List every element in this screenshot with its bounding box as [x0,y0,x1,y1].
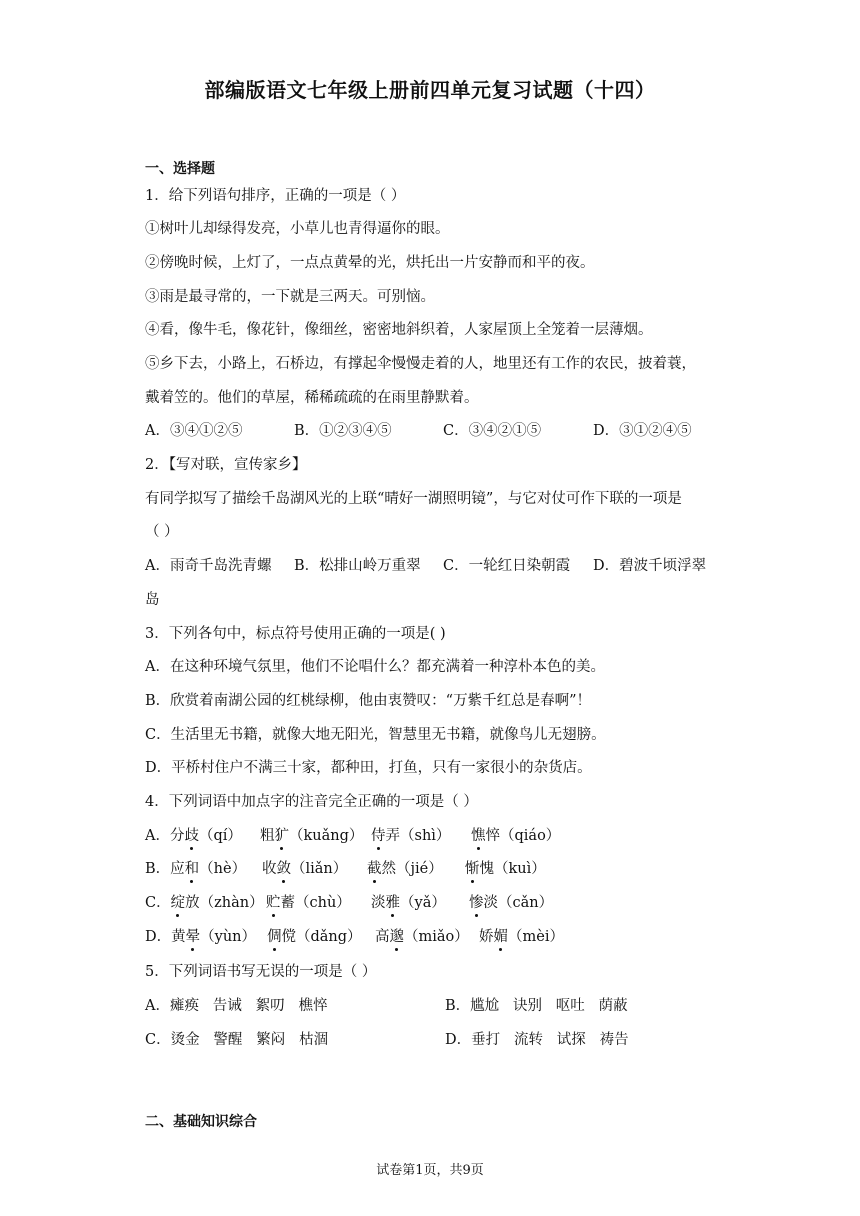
word [145,826,242,846]
question-1-option-d[interactable]: D．③①②④⑤ [593,423,692,439]
word-post: 愧（kuì） [479,861,546,877]
dotted-char: 媚 [493,929,508,945]
word [145,927,256,947]
dotted-char: 犷 [274,828,289,844]
word [367,859,443,879]
word-post: 悴（qiáo） [485,828,561,844]
word [375,927,469,947]
word [145,859,246,879]
word-post: 弄（shì） [385,828,451,844]
word-pre: 高 [375,929,390,945]
word [266,893,351,913]
dotted-char: 邈 [389,929,404,945]
word [260,826,363,846]
question-2-option-c[interactable]: C．一轮红日染朝霞 [443,558,571,574]
question-1-sentence-1: ①树叶儿却绿得发亮，小草儿也青得逼你的眼。 [145,221,450,237]
question-3-option-c[interactable]: C．生活里无书籍，就像大地无阳光，智慧里无书籍，就像鸟儿无翅膀。 [145,727,606,743]
question-2-option-a[interactable]: A．雨奇千岛洗青螺 [145,558,272,574]
word-pre: D．黄 [145,929,186,945]
dotted-char: 惭 [465,861,480,877]
dotted-char: 绽 [170,895,186,911]
word [471,826,560,846]
dotted-char: 侍 [371,828,386,844]
dotted-char: 歧 [184,828,199,844]
question-2-option-d-tail: 岛 [145,592,160,608]
question-5-option-d[interactable]: D．垂打 流转 试探 祷告 [445,1032,629,1048]
question-5-option-a[interactable]: A．瘫痪 告诫 絮叨 樵悴 [145,998,328,1014]
word-post: 然（jié） [381,861,443,877]
word [465,859,546,879]
question-3-stem: 3．下列各句中，标点符号使用正确的一项是( ) [145,626,446,642]
word-pre: 粗 [260,828,275,844]
dotted-char: 贮 [266,895,281,911]
word-post: 淡（cǎn） [483,895,554,911]
page-title: 部编版语文七年级上册前四单元复习试题（十四） [204,78,656,102]
word-pre: A．分 [145,828,185,844]
dotted-char: 倜 [267,929,282,945]
word-post: （kuǎng） [289,828,364,844]
question-1-option-a[interactable]: A．③④①②⑤ [145,423,243,439]
dotted-char: 敛 [276,861,291,877]
question-5-stem: 5．下列词语书写无误的一项是（ ） [145,964,377,980]
question-2-option-b[interactable]: B．松排山岭万重翠 [294,558,421,574]
question-1-sentence-4: ④看，像牛毛，像花针，像细丝，密密地斜织着，人家屋顶上全笼着一层薄烟。 [145,322,653,338]
question-1-sentence-2: ②傍晚时候，上灯了，一点点黄晕的光，烘托出一片安静而和平的夜。 [145,255,595,271]
question-1-sentence-3: ③雨是最寻常的，一下就是三两天。可别恼。 [145,289,435,305]
question-2-stem: 2．【写对联，宣传家乡】 [145,457,307,473]
word-post: （miǎo） [404,929,469,945]
dotted-char: 和 [184,861,200,877]
question-3-option-a[interactable]: A．在这种环境气氛里，他们不论唱什么？都充满着一种淳朴本色的美。 [145,659,605,675]
word-post: （hè） [199,861,247,877]
page-footer: 试卷第1页，共9页 [376,1163,484,1178]
word [262,859,347,879]
question-4-stem: 4．下列词语中加点字的注音完全正确的一项是（ ） [145,794,478,810]
word [371,893,446,913]
section-heading-basics: 二、基础知识综合 [145,1114,257,1130]
dotted-char: 晕 [185,929,201,945]
dotted-char: 憔 [471,828,486,844]
question-2-text-b: （ ） [145,524,179,540]
dotted-char: 截 [367,861,382,877]
word-pre: 娇 [479,929,494,945]
question-3-option-b[interactable]: B．欣赏着南湖公园的红桃绿柳，他由衷赞叹：“万紫千红总是春啊”！ [145,693,591,709]
question-5-option-c[interactable]: C．烫金 警醒 繁闷 枯涸 [145,1032,329,1048]
dotted-char: 雅 [385,895,400,911]
question-5-option-b[interactable]: B．尴尬 诀别 呕吐 荫蔽 [445,998,628,1014]
section-heading-choice: 一、选择题 [145,161,215,177]
word-post: （qí） [198,828,242,844]
question-1-sentence-5b: 戴着笠的。他们的草屋，稀稀疏疏的在雨里静默着。 [145,390,479,406]
word-pre: B．应 [145,861,185,877]
word [371,826,450,846]
question-1-option-c[interactable]: C．③④②①⑤ [443,423,542,439]
question-1-sentence-5a: ⑤乡下去，小路上，石桥边，有撑起伞慢慢走着的人，地里还有工作的农民，披着蓑， [145,356,696,372]
word [145,893,264,913]
word-post: （yùn） [200,929,257,945]
word-pre: 淡 [371,895,386,911]
word [469,893,553,913]
dotted-char: 惨 [469,895,484,911]
word-post: 放（zhàn） [185,895,264,911]
word [267,927,362,947]
word-post: （liǎn） [291,861,348,877]
word-post: 傥（dǎng） [281,929,362,945]
word-post: （yǎ） [400,895,446,911]
word [479,927,564,947]
word-pre: 收 [262,861,277,877]
word-pre: C． [145,895,171,911]
question-2-option-d[interactable]: D．碧波千顷浮翠 [593,558,707,574]
question-1-stem: 1．给下列语句排序，正确的一项是（ ） [145,188,406,204]
question-3-option-d[interactable]: D．平桥村住户不满三十家，都种田，打鱼，只有一家很小的杂货店。 [145,760,592,776]
word-post: 蓄（chù） [280,895,351,911]
word-post: （mèi） [508,929,564,945]
question-1-option-b[interactable]: B．①②③④⑤ [294,423,392,439]
question-2-text-a: 有同学拟写了描绘千岛湖风光的上联“晴好一湖照明镜”，与它对仗可作下联的一项是 [145,491,682,507]
